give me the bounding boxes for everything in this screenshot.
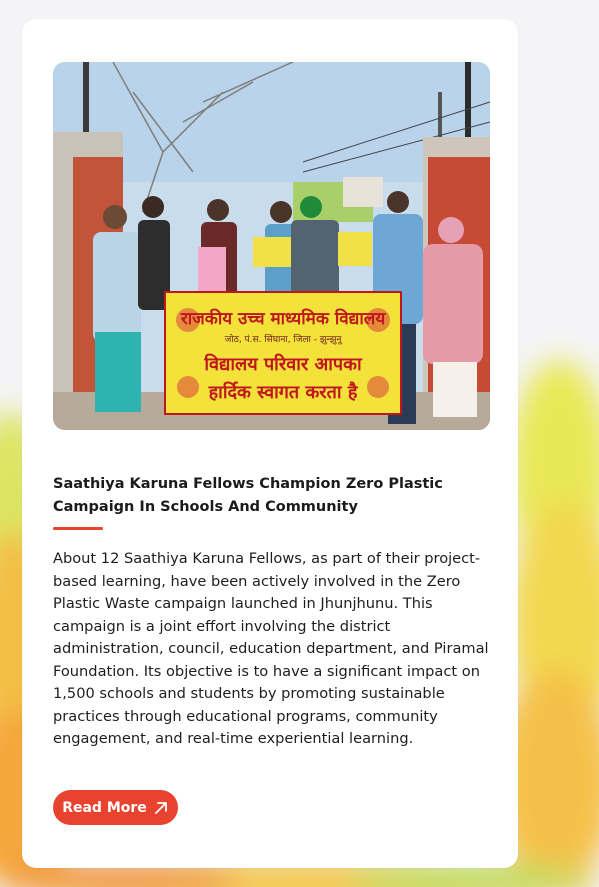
banner-line-2: जोठ, पं.स. सिंघाना, जिला - झुन्झुनू (224, 335, 342, 345)
article-photo (53, 62, 490, 430)
title-underline (53, 527, 103, 530)
banner-line-3: विद्यालय परिवार आपका (204, 354, 362, 375)
welcome-banner (165, 292, 401, 414)
banner-line-4: हार्दिक स्वागत करता है (208, 382, 358, 403)
article-card (22, 19, 518, 868)
article-title: Saathiya Karuna Fellows Champion Zero Plastic Campaign In Schools And Community (53, 476, 443, 515)
read-more-button[interactable] (53, 790, 178, 825)
banner-line-1: राजकीय उच्च माध्यमिक विद्यालय (180, 309, 386, 329)
arrow-up-right-icon (153, 800, 169, 816)
article-description: About 12 Saathiya Karuna Fellows, as part of their project-based learning, have been actively involved in the Zero Plastic Waste campaign launched in Jhunjhunu. This campaign is a joint effort involving the district administration, council, education department, and Piramal Foundation. Its objective is to have a significant impact on 1,500 schools and students by promoting sustainable practices through educational programs, community engagement, and real-time experiential learning. (53, 550, 489, 747)
read-more-label: Read More (62, 799, 147, 816)
